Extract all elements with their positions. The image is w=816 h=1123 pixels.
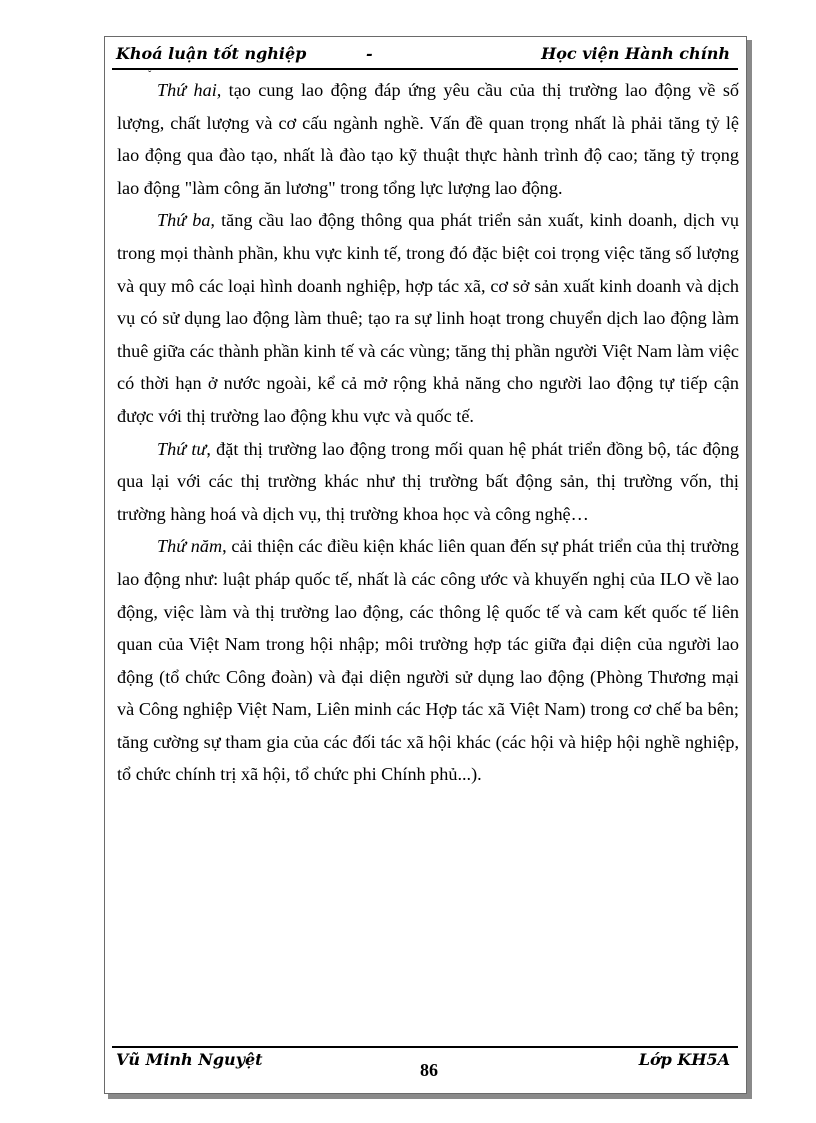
footer-rule <box>112 1046 738 1048</box>
page-header <box>114 44 738 70</box>
paragraph-thu-ba <box>117 204 739 432</box>
page-footer <box>114 1050 738 1080</box>
paragraph-thu-tu <box>117 433 739 531</box>
footer-author: Vũ Minh Nguyệt <box>116 1050 263 1069</box>
paragraph-lead: Thứ ba, <box>157 210 215 231</box>
header-rule <box>112 68 738 70</box>
body-text <box>117 74 739 791</box>
paragraph-text: , đặt thị trường lao động trong mối quan hệ phát triển đồng bộ, tác động qua lại với các thị trường khác như thị trường bất động sản, thị trường vốn, thị trường hàng hoá và dịch vụ, thị trường khoa học và công nghệ… <box>117 438 739 524</box>
paragraph-text: tăng cầu lao động thông qua phát triển sản xuất, kinh doanh, dịch vụ trong mọi thành phần, khu vực kinh tế, trong đó đặc biệt coi trọng việc tăng số lượng và quy mô các loại hình doanh nghiệp, hợp tác xã, cơ sở sản xuất kinh doanh và dịch vụ có sử dụng lao động làm thuê; tạo ra sự linh hoạt trong chuyển dịch lao động làm thuê giữa các thành phần kinh tế và các vùng; tăng thị phần người Việt Nam làm việc có thời hạn ở nước ngoài, kể cả mở rộng khả năng cho người lao động tự tiếp cận được với thị trường lao động khu vực và quốc tế. <box>117 210 739 426</box>
header-separator: - <box>366 44 373 63</box>
header-institution: Học viện Hành chính <box>541 44 730 63</box>
paragraph-text: , cải thiện các điều kiện khác liên quan đến sự phát triển của thị trường lao động như: luật pháp quốc tế, nhất là các công ước và khuyến nghị của ILO về lao động, việc làm và thị trường lao động, các thông lệ quốc tế và cam kết quốc tế liên quan của Việt Nam trong hội nhập; môi trường hợp tác giữa đại diện của người lao động (tổ chức Công đoàn) và đại diện người sử dụng lao động (Phòng Thương mại và Công nghiệp Việt Nam, Liên minh các Hợp tác xã Việt Nam) trong cơ chế ba bên; tăng cường sự tham gia của các đối tác xã hội khác (các hội và hiệp hội nghề nghiệp, tổ chức chính trị xã hội, tổ chức phi Chính phủ...). <box>117 536 740 785</box>
paragraph-lead: Thứ năm <box>157 536 223 557</box>
page-number: 86 <box>420 1060 438 1080</box>
stray-mark: ˇ <box>148 70 152 81</box>
footer-class: Lớp KH5A <box>638 1050 730 1069</box>
paragraph-text: tạo cung lao động đáp ứng yêu cầu của thị trường lao động về số lượng, chất lượng và cơ cấu ngành nghề. Vấn đề quan trọng nhất là phải tăng tỷ lệ lao động qua đào tạo, nhất là đào tạo kỹ thuật thực hành trình độ cao; tăng tỷ trọng lao động "làm công ăn lương" trong tổng lực lượng lao động. <box>117 80 739 198</box>
paragraph-lead: Thứ tư <box>157 438 207 459</box>
paragraph-thu-nam <box>117 530 739 791</box>
paragraph-lead: Thứ hai, <box>157 80 222 100</box>
paragraph-thu-hai <box>117 74 739 204</box>
header-thesis-label: Khoá luận tốt nghiệp <box>116 44 307 63</box>
